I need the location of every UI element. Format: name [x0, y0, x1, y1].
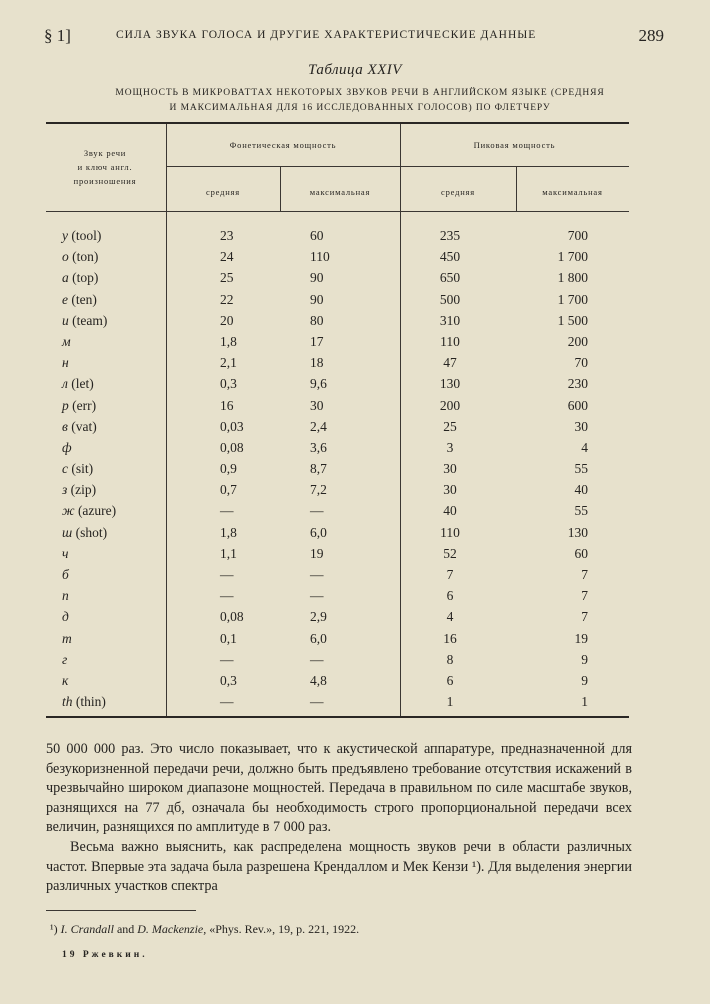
sound-cell	[62, 546, 68, 562]
value-cell-c1: 0,3	[220, 672, 237, 688]
table-row	[48, 588, 628, 609]
pronunciation-key: (shot)	[75, 524, 108, 540]
value-cell-c1: 0,08	[220, 439, 244, 455]
value-cell-c3: 450	[439, 249, 461, 265]
value-cell-c1: 24	[220, 249, 234, 265]
sound-symbol: г	[62, 651, 68, 667]
value-cell-c3: 110	[440, 524, 460, 540]
value-cell-c3: 310	[439, 312, 461, 328]
sound-symbol: з	[62, 482, 68, 498]
group-header-rule	[166, 166, 629, 167]
sound-symbol: л	[62, 376, 68, 392]
table-subtitle-line1: МОЩНОСТЬ В МИКРОВАТТАХ НЕКОТОРЫХ ЗВУКОВ РЕЧИ В АНГЛИЙСКОМ ЯЗЫКЕ (СРЕДНЯЯ	[115, 88, 605, 98]
value-cell-c2: 4,8	[310, 672, 327, 688]
value-cell-c4: 130	[567, 524, 588, 540]
table-row	[48, 546, 628, 567]
value-cell-c1: 0,03	[220, 418, 244, 434]
pronunciation-key: (let)	[71, 376, 94, 392]
sound-symbol: ш	[62, 524, 73, 540]
value-cell-c1: 0,3	[220, 376, 237, 392]
value-cell-c4: 7	[581, 567, 588, 582]
sound-cell	[62, 292, 97, 308]
table-row	[48, 292, 628, 313]
value-cell-c4: 55	[574, 461, 588, 477]
subheader-phonetic-max: максимальная	[309, 187, 371, 197]
value-cell-c1: 16	[220, 397, 234, 413]
sound-symbol: р	[62, 397, 69, 413]
value-cell-c4: 55	[574, 503, 588, 519]
subheader-peak-max: максимальная	[542, 187, 603, 197]
header-bottom-rule	[46, 211, 629, 212]
table-row	[48, 334, 628, 355]
table-subtitle	[60, 86, 660, 116]
table-body	[48, 228, 628, 715]
subheader-peak-mean: средняя	[441, 187, 475, 197]
value-cell-c1: —	[220, 694, 234, 710]
value-cell-c2: 90	[310, 270, 324, 286]
stub-header-line1: Звук речи	[83, 148, 127, 158]
table-subtitle-line2: И МАКСИМАЛЬНАЯ ДЛЯ 16 ИССЛЕДОВАННЫХ ГОЛОСОВ) ПО ФЛЕТЧЕРУ	[169, 103, 551, 113]
footnote-and: and	[116, 922, 135, 936]
pronunciation-key: (azure)	[77, 503, 117, 519]
value-cell-c2: 8,7	[310, 461, 327, 477]
sound-cell	[62, 355, 69, 371]
sound-symbol: о	[62, 249, 69, 265]
stub-header-line2: и ключ англ.	[77, 162, 133, 172]
body-text	[46, 740, 632, 897]
stub-header	[48, 146, 162, 188]
value-cell-c2: 9,6	[310, 376, 327, 392]
value-cell-c2: 17	[310, 333, 324, 349]
pronunciation-key: (sit)	[71, 461, 94, 477]
value-cell-c1: 22	[220, 291, 234, 307]
sound-cell	[62, 503, 116, 519]
value-cell-c4: 7	[581, 609, 588, 625]
footnote	[50, 922, 359, 937]
value-cell-c4: 30	[574, 418, 588, 434]
value-cell-c3: 6	[446, 588, 454, 604]
sound-cell	[62, 270, 98, 286]
sound-cell	[62, 228, 101, 244]
sound-cell	[62, 652, 67, 668]
value-cell-c3: 130	[439, 376, 461, 392]
paragraph: 50 000 000 раз. Это число показывает, что к акустической аппаратуре, предназначенной для безукоризненной передачи речи, должно быть предъявлено требование отсутствия искажений в чрезвычайно широком диапазоне мощностей. Передача в правильном по силе масштабе звуков, разнящихся на 77 дб, означала бы необходимость строго пропорциональной передачи всех величин, разнящихся по амплитуде в 7 000 раз.	[46, 741, 632, 836]
table-row	[48, 631, 628, 652]
sound-cell	[62, 249, 98, 265]
sound-symbol: б	[62, 567, 69, 582]
value-cell-c3: 3	[446, 439, 454, 455]
value-cell-c3: 40	[443, 503, 457, 519]
value-cell-c4: 1	[581, 694, 588, 710]
value-cell-c3: 6	[446, 672, 454, 688]
value-cell-c4: 200	[567, 333, 588, 349]
pronunciation-key: (err)	[72, 397, 97, 413]
value-cell-c3: 4	[446, 609, 454, 625]
running-head	[44, 26, 664, 46]
value-cell-c3: 52	[443, 545, 457, 561]
pronunciation-key: (team)	[72, 312, 108, 328]
sound-cell	[62, 376, 94, 392]
sound-symbol: и	[62, 312, 69, 328]
sound-symbol: ф	[62, 439, 72, 455]
sound-cell	[62, 567, 69, 583]
value-cell-c4: 700	[567, 228, 588, 243]
sound-cell	[62, 609, 69, 625]
value-cell-c1: 23	[220, 228, 234, 243]
value-cell-c2: 110	[310, 249, 330, 265]
sound-symbol: к	[62, 672, 69, 688]
value-cell-c3: 110	[440, 333, 460, 349]
table-row	[48, 609, 628, 630]
value-cell-c3: 1	[446, 694, 454, 710]
table-row	[48, 376, 628, 397]
table-row	[48, 694, 628, 715]
value-cell-c2: —	[310, 694, 324, 710]
value-cell-c4: 19	[574, 630, 588, 646]
subheader-phonetic-mean: средняя	[206, 187, 240, 197]
value-cell-c2: 19	[310, 545, 324, 561]
table-row	[48, 673, 628, 694]
pronunciation-key: (vat)	[71, 418, 97, 434]
table-row	[48, 652, 628, 673]
sound-symbol: м	[62, 333, 71, 349]
value-cell-c1: 0,1	[220, 630, 237, 646]
value-cell-c2: 6,0	[310, 630, 327, 646]
value-cell-c1: —	[220, 651, 234, 667]
value-cell-c2: —	[310, 503, 324, 519]
value-cell-c3: 8	[446, 651, 454, 667]
value-cell-c1: —	[220, 588, 234, 604]
sound-cell	[62, 334, 71, 350]
value-cell-c2: 90	[310, 291, 324, 307]
value-cell-c4: 1 800	[557, 270, 588, 286]
value-cell-c1: 0,08	[220, 609, 244, 625]
sound-cell	[62, 398, 96, 414]
page-number: 289	[638, 26, 664, 45]
value-cell-c2: 6,0	[310, 524, 327, 540]
sound-cell	[62, 440, 72, 456]
table-row	[48, 525, 628, 546]
table-row	[48, 419, 628, 440]
value-cell-c4: 1 500	[557, 312, 588, 328]
value-cell-c1: 2,1	[220, 355, 237, 371]
table-row	[48, 313, 628, 334]
section-marker: § 1]	[44, 26, 71, 45]
sound-symbol: ч	[62, 545, 69, 561]
value-cell-c3: 25	[443, 418, 457, 434]
value-cell-c2: —	[310, 651, 324, 667]
value-cell-c3: 30	[443, 461, 457, 477]
sound-cell	[62, 419, 97, 435]
stub-header-line3: произношения	[73, 176, 137, 186]
sound-symbol: у	[62, 228, 68, 243]
group-header-phonetic: Фонетическая мощность	[229, 140, 337, 150]
value-cell-c4: 9	[581, 651, 588, 667]
value-cell-c3: 200	[439, 397, 461, 413]
value-cell-c1: —	[220, 567, 234, 582]
table-row	[48, 461, 628, 482]
pronunciation-key: (ten)	[71, 291, 97, 307]
value-cell-c4: 70	[574, 355, 588, 371]
sound-cell	[62, 482, 96, 498]
sound-cell	[62, 525, 107, 541]
value-cell-c1: 25	[220, 270, 234, 286]
value-cell-c1: —	[220, 503, 234, 519]
value-cell-c1: 20	[220, 312, 234, 328]
pronunciation-key: (top)	[72, 270, 99, 286]
value-cell-c2: 7,2	[310, 482, 327, 498]
sound-symbol: е	[62, 291, 68, 307]
paragraph: Весьма важно выяснить, как распределена мощность звуков речи в области различных частот. Впервые эта задача была разрешена Крендаллом и Мек Кензи ¹). Для выделения энергии различных участков спектра	[46, 838, 632, 895]
value-cell-c4: 230	[567, 376, 588, 392]
pronunciation-key: (thin)	[75, 694, 106, 710]
value-cell-c3: 47	[443, 355, 457, 371]
sound-cell	[62, 631, 72, 647]
value-cell-c4: 4	[581, 439, 588, 455]
value-cell-c1: 1,1	[220, 545, 237, 561]
value-cell-c2: —	[310, 588, 324, 604]
sound-symbol: д	[62, 609, 69, 625]
sound-symbol: т	[62, 630, 72, 646]
table-row	[48, 503, 628, 524]
pronunciation-key: (ton)	[72, 249, 99, 265]
sound-symbol: н	[62, 355, 69, 371]
sound-symbol: а	[62, 270, 69, 286]
value-cell-c3: 500	[439, 291, 461, 307]
value-cell-c4: 1 700	[557, 291, 588, 307]
sound-cell	[62, 313, 107, 329]
table-caption: Таблица XXIV	[308, 62, 402, 78]
value-cell-c4: 7	[581, 588, 588, 604]
value-cell-c2: 2,4	[310, 418, 327, 434]
footnote-rule	[46, 910, 196, 911]
table-row	[48, 270, 628, 291]
table-row	[48, 398, 628, 419]
table-row	[48, 249, 628, 270]
sound-symbol: th	[62, 694, 73, 710]
value-cell-c4: 9	[581, 672, 588, 688]
value-cell-c1: 0,7	[220, 482, 237, 498]
value-cell-c3: 650	[439, 270, 461, 286]
table-row	[48, 567, 628, 588]
table-bottom-rule	[46, 716, 629, 718]
table-row	[48, 228, 628, 249]
value-cell-c2: 30	[310, 397, 324, 413]
footnote-author1: I. Crandall	[60, 922, 114, 936]
pronunciation-key: (tool)	[71, 228, 102, 243]
value-cell-c2: 18	[310, 355, 324, 371]
value-cell-c4: 600	[567, 397, 588, 413]
value-cell-c1: 0,9	[220, 461, 237, 477]
value-cell-c1: 1,8	[220, 333, 237, 349]
sound-cell	[62, 694, 106, 710]
footnote-citation: «Phys. Rev.», 19, p. 221, 1922.	[209, 922, 360, 936]
printer-signature: 19 Ржевкин.	[62, 950, 148, 960]
chapter-title: СИЛА ЗВУКА ГОЛОСА И ДРУГИЕ ХАРАКТЕРИСТИЧЕСКИЕ ДАННЫЕ	[116, 29, 537, 41]
value-cell-c2: —	[310, 567, 324, 582]
sound-cell	[62, 588, 69, 604]
table-row	[48, 355, 628, 376]
value-cell-c2: 3,6	[310, 439, 327, 455]
value-cell-c2: 2,9	[310, 609, 327, 625]
group-header-peak: Пиковая мощность	[473, 140, 556, 150]
sound-symbol: ж	[62, 503, 75, 519]
sound-symbol: в	[62, 418, 68, 434]
sound-symbol: с	[62, 461, 68, 477]
footnote-marker: ¹)	[50, 922, 58, 936]
value-cell-c4: 60	[574, 545, 588, 561]
value-cell-c3: 16	[443, 630, 457, 646]
value-cell-c1: 1,8	[220, 524, 237, 540]
value-cell-c2: 80	[310, 312, 324, 328]
pronunciation-key: (zip)	[70, 482, 97, 498]
value-cell-c2: 60	[310, 228, 324, 243]
sound-cell	[62, 461, 93, 477]
footnote-author2: D. Mackenzie,	[137, 922, 207, 936]
value-cell-c3: 235	[439, 228, 461, 243]
value-cell-c4: 1 700	[557, 249, 588, 265]
table-row	[48, 440, 628, 461]
value-cell-c3: 7	[446, 567, 454, 582]
sound-cell	[62, 673, 68, 689]
value-cell-c3: 30	[443, 482, 457, 498]
sound-symbol: п	[62, 588, 69, 604]
table-top-rule	[46, 122, 629, 124]
table-row	[48, 482, 628, 503]
value-cell-c4: 40	[574, 482, 588, 498]
